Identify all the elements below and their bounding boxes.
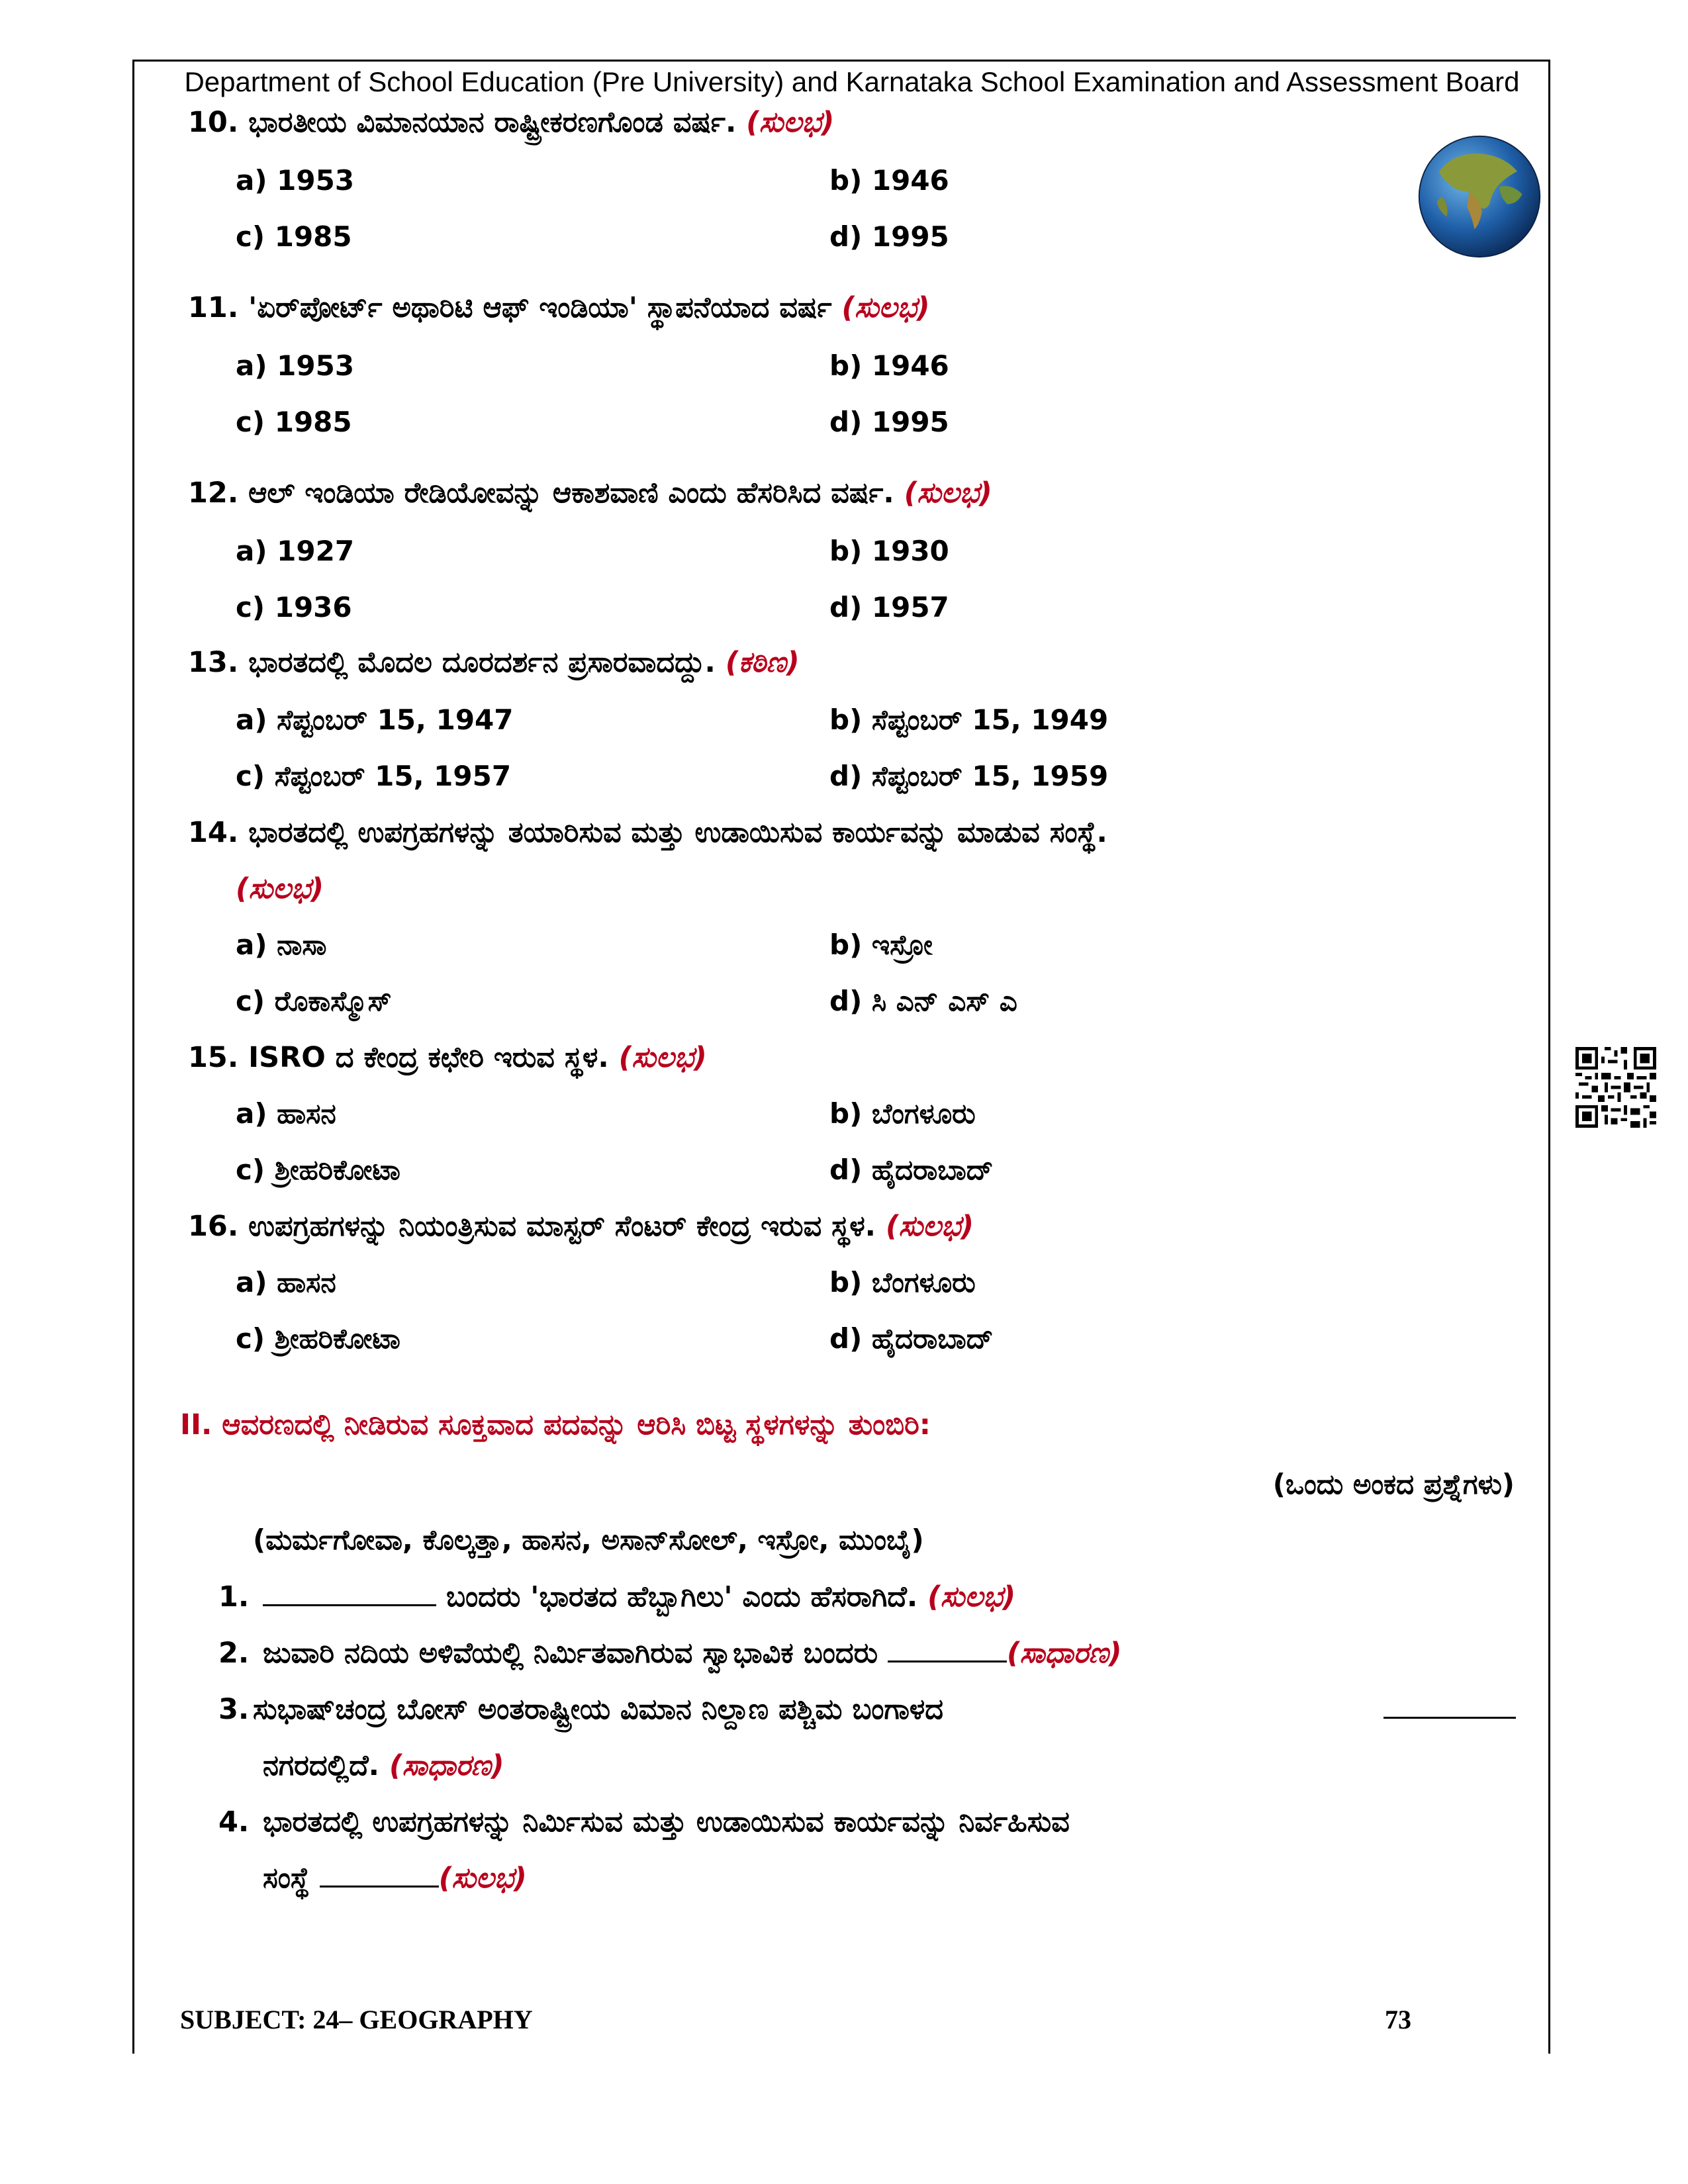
- option-b: b) 1930: [829, 535, 949, 567]
- question-11: [188, 291, 930, 324]
- item-number: 3.: [218, 1693, 250, 1726]
- question-number: 16.: [188, 1210, 239, 1243]
- option-b: b) ಬೆಂಗಳೂರು: [829, 1266, 976, 1298]
- question-text: ಉಪಗ್ರಹಗಳನ್ನು ನಿಯಂತ್ರಿಸುವ ಮಾಸ್ಟರ್ ಸೆಂಟರ್ ಕೇಂದ್ರ ಇರುವ ಸ್ಥಳ.: [248, 1210, 876, 1243]
- word-bank: (ಮರ್ಮಗೋವಾ, ಕೊಲ್ಕತ್ತಾ, ಹಾಸನ, ಅಸಾನ್‌ಸೋಲ್, ಇಸ್ರೋ, ಮುಂಬೈ): [253, 1524, 924, 1556]
- question-text: ಆಲ್ ಇಂಡಿಯಾ ರೇಡಿಯೋವನ್ನು ಆಕಾಶವಾಣಿ ಎಂದು ಹೆಸರಿಸಿದ ವರ್ಷ.: [248, 477, 894, 510]
- fill-item-4-cont: [218, 1862, 1516, 1895]
- fill-item-3-cont: [218, 1749, 1516, 1782]
- page-number: 73: [1385, 2005, 1411, 2034]
- option-b: b) ಬೆಂಗಳೂರು: [829, 1097, 976, 1130]
- answer-blank[interactable]: [263, 1580, 436, 1606]
- item-text: ಬಂದರು 'ಭಾರತದ ಹೆಬ್ಬಾಗಿಲು' ಎಂದು ಹೆಸರಾಗಿದೆ.: [445, 1580, 918, 1614]
- option-c: c) 1985: [236, 406, 352, 438]
- item-text: ನಗರದಲ್ಲಿದೆ.: [262, 1749, 380, 1782]
- footer-subject: SUBJECT: 24– GEOGRAPHY: [180, 2005, 533, 2034]
- qr-code-icon[interactable]: [1575, 1047, 1656, 1128]
- difficulty-label: (ಸುಲಭ): [746, 106, 835, 139]
- question-15: [188, 1041, 707, 1074]
- question-text: ಭಾರತದಲ್ಲಿ ಮೊದಲ ದೂರದರ್ಶನ ಪ್ರಸಾರವಾದದ್ದು.: [248, 646, 716, 679]
- question-text: 'ಏರ್‌ಪೋರ್ಟ್ ಅಥಾರಿಟಿ ಆಫ್ ಇಂಡಿಯಾ' ಸ್ಥಾಪನೆಯಾದ ವರ್ಷ: [248, 291, 832, 324]
- answer-blank[interactable]: [1383, 1693, 1516, 1719]
- option-a: a) ಹಾಸನ: [236, 1097, 336, 1130]
- page-header: Department of School Education (Pre University) and Karnataka School Examination and Assessment Board: [184, 66, 1520, 97]
- option-b: b) 1946: [829, 349, 949, 382]
- option-c: c) ಸೆಪ್ಟಂಬರ್ 15, 1957: [236, 760, 512, 792]
- option-c: c) 1936: [236, 591, 352, 623]
- item-number: 1.: [218, 1580, 250, 1614]
- question-12: [188, 477, 992, 510]
- difficulty-label: (ಸುಲಭ): [236, 872, 324, 905]
- option-a: a) ಸೆಪ್ಟಂಬರ್ 15, 1947: [236, 704, 514, 736]
- question-10: [188, 106, 834, 139]
- item-text: ಭಾರತದಲ್ಲಿ ಉಪಗ್ರಹಗಳನ್ನು ನಿರ್ಮಿಸುವ ಮತ್ತು ಉಡಾಯಿಸುವ ಕಾರ್ಯವನ್ನು ನಿರ್ವಹಿಸುವ: [262, 1805, 1070, 1839]
- option-d: d) 1957: [829, 591, 949, 623]
- question-14: [188, 816, 1107, 849]
- option-c: c) ರೊಕಾಸ್ಮೊಸ್: [236, 985, 392, 1017]
- globe-icon: [1417, 134, 1542, 259]
- difficulty-label: (ಸುಲಭ): [438, 1862, 527, 1895]
- question-number: 12.: [188, 477, 239, 510]
- difficulty-label: (ಸುಲಭ): [841, 291, 930, 324]
- question-number: 15.: [188, 1041, 239, 1074]
- difficulty-label: (ಕಠಿಣ): [725, 646, 800, 679]
- question-number: 13.: [188, 646, 239, 679]
- item-number: 4.: [218, 1805, 250, 1839]
- question-16: [188, 1210, 974, 1243]
- option-d: d) ಹೈದರಾಬಾದ್: [829, 1154, 994, 1186]
- fill-item-4: [218, 1805, 1516, 1839]
- difficulty-label: (ಸುಲಭ): [927, 1580, 1016, 1614]
- question-text: ISRO ದ ಕೇಂದ್ರ ಕಛೇರಿ ಇರುವ ಸ್ಥಳ.: [248, 1041, 609, 1074]
- item-text: ಸಂಸ್ಥೆ: [262, 1862, 310, 1895]
- option-a: a) ನಾಸಾ: [236, 929, 327, 961]
- fill-item-1: [218, 1580, 1516, 1614]
- option-c: c) ಶ್ರೀಹರಿಕೋಟಾ: [236, 1154, 400, 1186]
- answer-blank[interactable]: [888, 1637, 1007, 1662]
- item-text: ಜುವಾರಿ ನದಿಯ ಅಳಿವೆಯಲ್ಲಿ ನಿರ್ಮಿತವಾಗಿರುವ ಸ್ವಾಭಾವಿಕ ಬಂದರು: [262, 1637, 878, 1670]
- question-number: 14.: [188, 816, 239, 849]
- option-a: a) ಹಾಸನ: [236, 1266, 336, 1298]
- difficulty-label: (ಸುಲಭ): [904, 477, 992, 510]
- item-number: 2.: [218, 1637, 250, 1670]
- option-a: a) 1927: [236, 535, 355, 567]
- option-b: b) ಇಸ್ರೋ: [829, 929, 933, 961]
- option-b: b) 1946: [829, 164, 949, 197]
- difficulty-label: (ಸುಲಭ): [618, 1041, 707, 1074]
- fill-item-2: [218, 1637, 1516, 1670]
- option-a: a) 1953: [236, 349, 355, 382]
- option-c: c) 1985: [236, 220, 352, 253]
- marks-note: (ಒಂದು ಅಂಕದ ಪ್ರಶ್ನೆಗಳು): [1272, 1468, 1515, 1500]
- answer-blank[interactable]: [320, 1862, 439, 1888]
- difficulty-label: (ಸಾಧಾರಣ): [1007, 1637, 1122, 1670]
- item-text: ಸುಭಾಷ್‌ಚಂದ್ರ ಬೋಸ್ ಅಂತರಾಷ್ಟ್ರೀಯ ವಿಮಾನ ನಿಲ್ದಾಣ ಪಶ್ಚಿಮ ಬಂಗಾಳದ: [253, 1693, 944, 1726]
- question-number: 11.: [188, 291, 239, 324]
- option-d: d) 1995: [829, 406, 949, 438]
- difficulty-label: (ಸುಲಭ): [886, 1210, 974, 1243]
- question-text: ಭಾರತದಲ್ಲಿ ಉಪಗ್ರಹಗಳನ್ನು ತಯಾರಿಸುವ ಮತ್ತು ಉಡಾಯಿಸುವ ಕಾರ್ಯವನ್ನು ಮಾಡುವ ಸಂಸ್ಥೆ.: [248, 816, 1107, 849]
- fill-item-3: [218, 1693, 1516, 1726]
- option-d: d) 1995: [829, 220, 949, 253]
- question-number: 10.: [188, 106, 239, 139]
- option-b: b) ಸೆಪ್ಟಂಬರ್ 15, 1949: [829, 704, 1109, 736]
- option-d: d) ಸಿ ಎನ್ ಎಸ್ ಎ: [829, 985, 1017, 1017]
- option-a: a) 1953: [236, 164, 355, 197]
- option-d: d) ಸೆಪ್ಟಂಬರ್ 15, 1959: [829, 760, 1109, 792]
- question-13: [188, 646, 800, 679]
- question-text: ಭಾರತೀಯ ವಿಮಾನಯಾನ ರಾಷ್ಟ್ರೀಕರಣಗೊಂಡ ವರ್ಷ.: [248, 106, 737, 139]
- option-d: d) ಹೈದರಾಬಾದ್: [829, 1322, 994, 1355]
- option-c: c) ಶ್ರೀಹರಿಕೋಟಾ: [236, 1322, 400, 1355]
- section-heading: II. ಆವರಣದಲ್ಲಿ ನೀಡಿರುವ ಸೂಕ್ತವಾದ ಪದವನ್ನು ಆರಿಸಿ ಬಿಟ್ಟ ಸ್ಥಳಗಳನ್ನು ತುಂಬಿರಿ:: [180, 1408, 931, 1441]
- difficulty-label: (ಸಾಧಾರಣ): [389, 1749, 504, 1782]
